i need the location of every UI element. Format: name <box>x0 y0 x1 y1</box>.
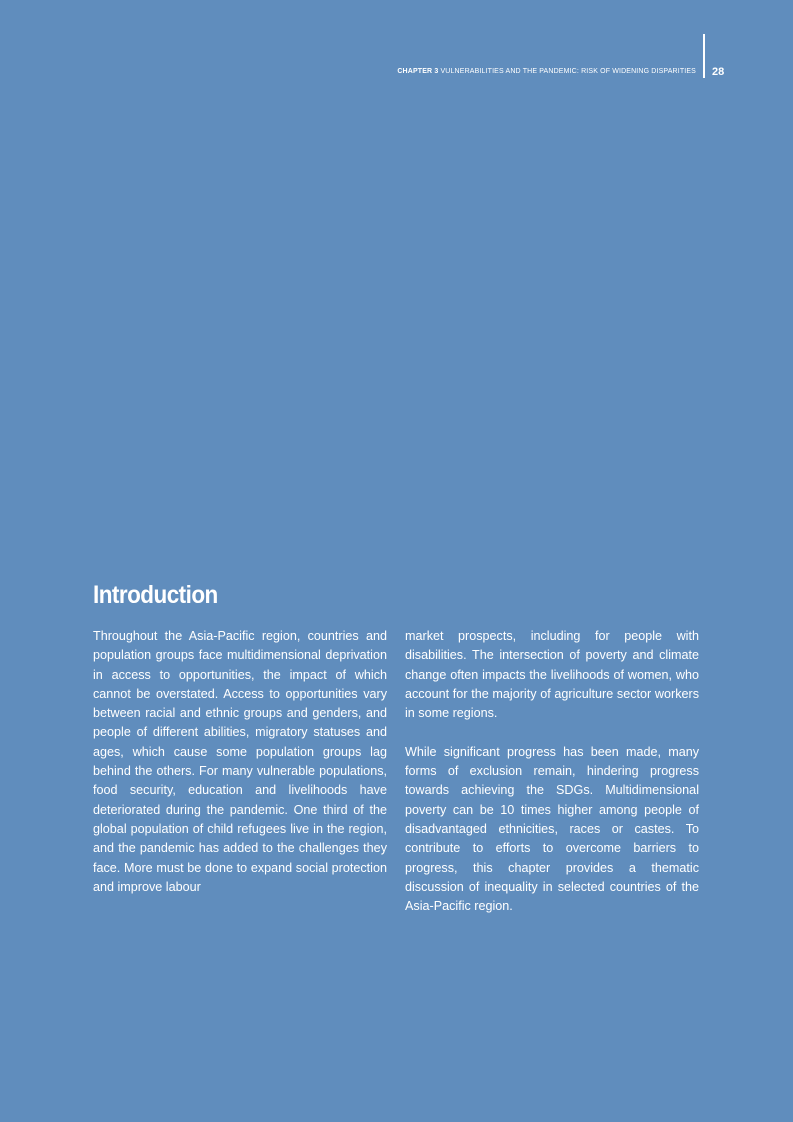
header-divider <box>703 34 705 78</box>
body-paragraph: While significant progress has been made, many forms of exclusion remain, hindering progress towards achieving the SDGs. Multidimensional poverty can be 10 times higher among people of disadvantaged ethnicities, races or castes. To contribute to efforts to overcome barriers to progress, this chapter provides a thematic discussion of inequality in selected countries of the Asia-Pacific region. <box>405 744 699 914</box>
running-header <box>397 66 696 78</box>
body-column-left <box>93 627 387 897</box>
body-column-right <box>405 627 699 916</box>
body-paragraph: market prospects, including for people with disabilities. The intersection of poverty and climate change often impacts the livelihoods of women, who account for the majority of agriculture sector workers in some regions. <box>405 629 699 721</box>
section-title: Introduction <box>93 581 218 609</box>
chapter-title: VULNERABILITIES AND THE PANDEMIC: RISK OF WIDENING DISPARITIES <box>440 68 696 75</box>
body-paragraph: Throughout the Asia-Pacific region, countries and population groups face multidimensional deprivation in access to opportunities, the impact of which cannot be overstated. Access to opportunities vary between racial and ethnic groups and genders, and people of different abilities, migratory statuses and ages, which cause some population groups lag behind the others. For many vulnerable populations, food security, education and livelihoods have deteriorated during the pandemic. One third of the global population of child refugees live in the region, and the pandemic has added to the challenges they face. More must be done to expand social protection and improve labour <box>93 629 387 894</box>
page-number: 28 <box>712 66 725 78</box>
chapter-label: CHAPTER 3 <box>397 68 439 75</box>
